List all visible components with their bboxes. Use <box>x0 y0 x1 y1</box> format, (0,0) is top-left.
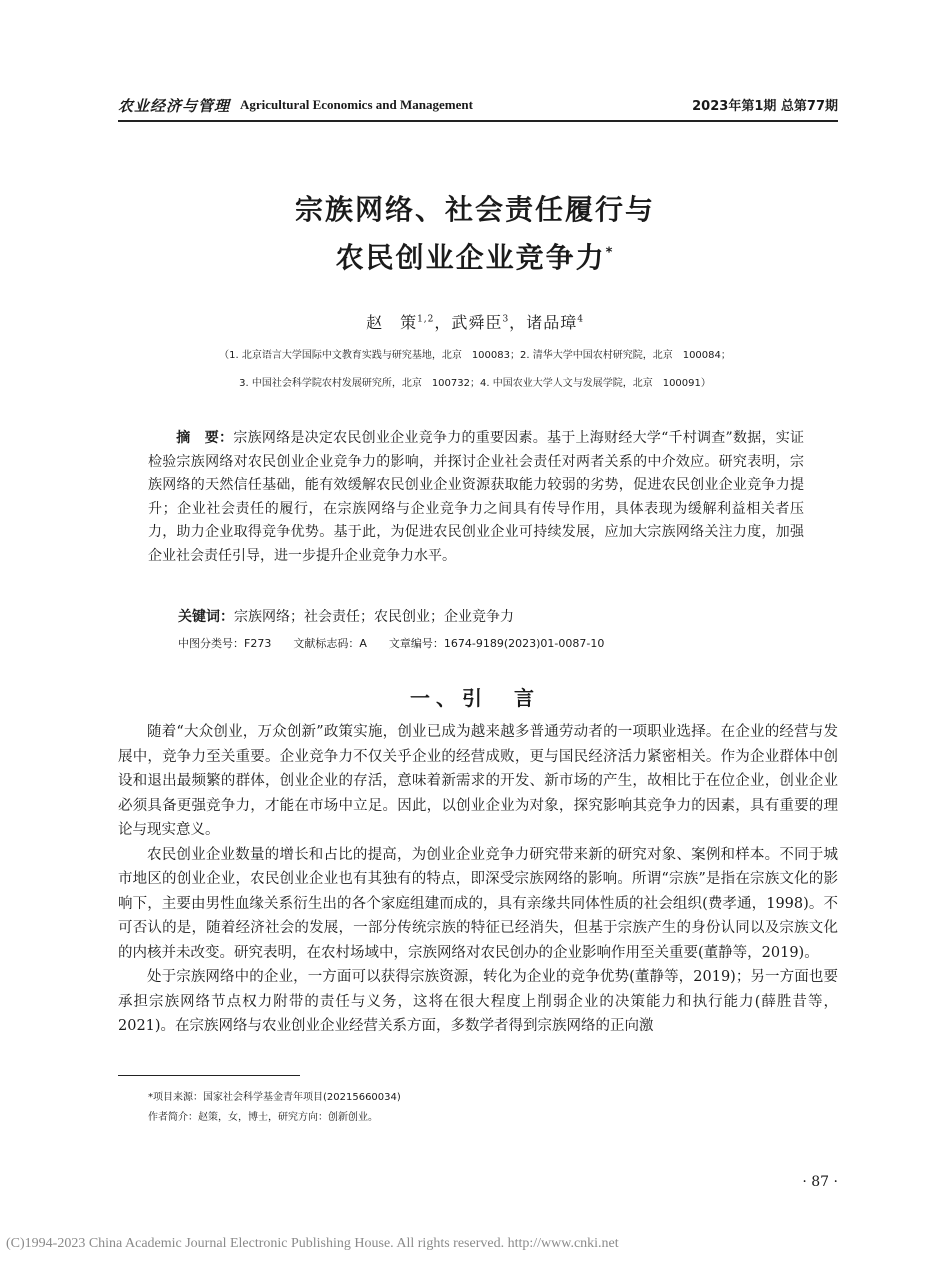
article-title-line2: 农民创业企业竞争力* <box>335 241 615 274</box>
affiliation-line1: （1. 北京语言大学国际中文教育实践与研究基地，北京 100083；2. 清华大学中国农村研究院，北京 100084； <box>219 350 731 361</box>
author-name: 诸品璋 <box>526 313 578 332</box>
keywords-label: 关键词： <box>178 609 234 625</box>
abstract-text: 宗族网络是决定农民创业企业竞争力的重要因素。基于上海财经大学“千村调查”数据，实证检验宗族网络对农民创业企业竞争力的影响，并探讨企业社会责任对两者关系的中介效应。研究表明，宗族网络的天然信任基础，能有效缓解农民创业企业资源获取能力较弱的劣势，促进农民创业企业竞争力提升；企业社会责任的履行，在宗族网络与企业竞争力之间具有传导作用，具体表现为缓解利益相关者压力，助力企业取得竞争优势。基于此，为促进农民创业企业可持续发展，应加大宗族网络关注力度，加强企业社会责任引导，进一步提升企业竞争力水平。 <box>148 430 805 564</box>
article-number: 文章编号：1674-9189(2023)01-0087-10 <box>388 637 605 650</box>
author-separator: ， <box>434 313 452 332</box>
article-title-line1: 宗族网络、社会责任履行与 <box>294 193 655 226</box>
body-text <box>118 720 838 1039</box>
author-affil-sup: 3 <box>502 314 510 325</box>
title-footnote-mark: * <box>605 245 615 261</box>
classification-info <box>178 635 626 651</box>
abstract-label: 摘 要： <box>176 430 234 446</box>
document-code: 文献标志码：A <box>293 637 367 650</box>
affiliation-line2: 3. 中国社会科学院农村发展研究所，北京 100732；4. 中国农业大学人文与发展学院，北京 100091） <box>239 378 711 389</box>
header-rule <box>118 120 838 122</box>
page-number: · 87 · <box>802 1174 838 1190</box>
copyright-watermark: (C)1994-2023 China Academic Journal Electronic Publishing House. All rights reserved. http://www.cnki.net <box>6 1236 619 1251</box>
author-name: 赵 策 <box>366 313 418 332</box>
author-list <box>0 310 950 333</box>
issue-info: 2023年第1期 总第77期 <box>692 99 838 114</box>
keywords <box>178 606 514 626</box>
section-heading: 一、引 言 <box>410 686 540 710</box>
keywords-text: 宗族网络；社会责任；农民创业；企业竞争力 <box>234 609 514 625</box>
author-affil-sup: 4 <box>577 314 584 325</box>
journal-name-en: Agricultural Economics and Management <box>240 97 473 112</box>
author-affil-sup: 1,2 <box>417 314 435 325</box>
journal-logo-cn: 农业经济与管理 <box>118 97 231 115</box>
paragraph: 处于宗族网络中的企业，一方面可以获得宗族资源，转化为企业的竞争优势(董静等，2019)；另一方面也要承担宗族网络节点权力附带的责任与义务，这将在很大程度上削弱企业的决策能力和执行能力(薛胜昔等，2021)。在宗族网络与农业创业企业经营关系方面，多数学者得到宗族网络的正向激 <box>118 969 838 1034</box>
footnote-fund: *项目来源：国家社会科学基金青年项目(20215660034) <box>148 1092 401 1103</box>
paragraph: 农民创业企业数量的增长和占比的提高，为创业企业竞争力研究带来新的研究对象、案例和样本。不同于城市地区的创业企业，农民创业企业也有其独有的特点，即深受宗族网络的影响。所谓“宗族”是指在宗族文化的影响下，主要由男性血缘关系衍生出的各个家庭组建而成的，具有亲缘共同体性质的社会组织(费孝通，1998)。不可否认的是，随着经济社会的发展，一部分传统宗族的特征已经消失，但基于宗族产生的身份认同以及宗族文化的内核并未改变。研究表明，在农村场域中，宗族网络对农民创办的企业影响作用至关重要(董静等，2019)。 <box>118 846 838 961</box>
abstract <box>148 427 804 568</box>
footnote-rule <box>118 1075 300 1076</box>
running-header <box>118 95 838 119</box>
author-name: 武舜臣 <box>451 313 503 332</box>
clc-number: 中图分类号：F273 <box>178 637 272 650</box>
paragraph: 随着“大众创业，万众创新”政策实施，创业已成为越来越多普通劳动者的一项职业选择。在企业的经营与发展中，竞争力至关重要。企业竞争力不仅关乎企业的经营成败，更与国民经济活力紧密相关。作为企业群体中创设和退出最频繁的群体，创业企业的存活，意味着新需求的开发、新市场的产生，故相比于在位企业，创业企业必须具备更强竞争力，才能在市场中立足。因此，以创业企业为对象，探究影响其竞争力的因素，具有重要的理论与现实意义。 <box>118 724 838 838</box>
footnote-author: 作者简介：赵策，女，博士，研究方向：创新创业。 <box>148 1112 378 1123</box>
author-separator: ， <box>509 313 527 332</box>
